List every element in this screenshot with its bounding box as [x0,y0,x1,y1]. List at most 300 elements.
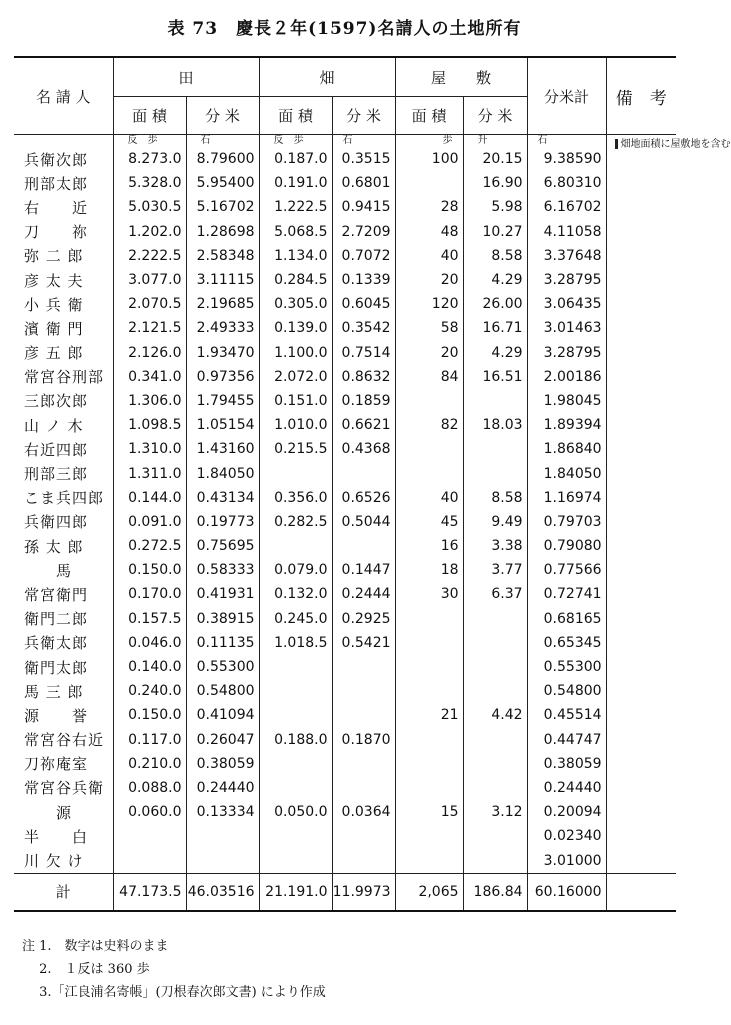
note-2: 2. １反は 360 歩 [22,962,150,977]
hatake-area: 2.072.0 [259,365,332,389]
hatake-bunmai: 0.6621 [332,413,395,437]
row-total: 2.00186 [527,365,606,389]
table-row [14,848,676,873]
header-yashiki-area: 面 積 [395,97,463,135]
row-name: 常宮谷兵衛 [24,779,105,798]
yashiki-area: 18 [395,558,463,582]
yashiki-area: 40 [395,244,463,268]
hatake-bunmai: 0.2925 [332,607,395,631]
ta-area [113,848,186,873]
table-row [14,728,676,752]
ta-bunmai [186,824,259,848]
hatake-area: 0.151.0 [259,389,332,413]
table-row [14,268,676,292]
ta-bunmai: 1.79455 [186,389,259,413]
row-name: 常宮衛門 [24,585,89,604]
header-name: 名 請 人 [14,57,113,135]
row-total: 0.45514 [527,703,606,727]
row-name: 右近四郎 [24,440,89,459]
row-name: 右 近 [24,198,89,217]
yashiki-area: 82 [395,413,463,437]
row-total: 3.28795 [527,268,606,292]
row-total: 0.55300 [527,655,606,679]
yashiki-area [395,389,463,413]
row-total: 3.28795 [527,341,606,365]
hatake-area [259,655,332,679]
table-row [14,171,676,195]
table-row [14,679,676,703]
ta-bunmai: 2.49333 [186,316,259,340]
row-name: 常宮谷刑部 [24,368,105,387]
ta-area: 1.202.0 [113,220,186,244]
row-total: 0.72741 [527,582,606,606]
yashiki-area [395,776,463,800]
hatake-bunmai: 0.3515 [332,147,395,171]
hatake-area: 0.188.0 [259,728,332,752]
row-total: 6.80310 [527,171,606,195]
table-row [14,437,676,461]
table-row [14,776,676,800]
hatake-bunmai: 0.1870 [332,728,395,752]
remark-marker [615,139,618,149]
ta-bunmai: 1.28698 [186,220,259,244]
row-name: 衛門二郎 [24,610,89,629]
unit-ta-area: 反 歩 [113,135,186,148]
totals-row [14,873,676,911]
yashiki-area [395,171,463,195]
hatake-area: 1.018.5 [259,631,332,655]
yashiki-bunmai: 16.51 [463,365,527,389]
hatake-bunmai [332,534,395,558]
yashiki-area: 20 [395,341,463,365]
row-total: 0.38059 [527,752,606,776]
yashiki-bunmai: 9.49 [463,510,527,534]
yashiki-area: 16 [395,534,463,558]
row-name: 刀祢庵室 [24,755,89,774]
hatake-area: 0.079.0 [259,558,332,582]
totals-hatake-area: 21.191.0 [259,873,332,911]
hatake-area [259,703,332,727]
yashiki-bunmai: 20.15 [463,147,527,171]
hatake-bunmai [332,679,395,703]
row-name: こま兵四郎 [24,489,105,508]
ta-bunmai: 0.11135 [186,631,259,655]
yashiki-bunmai [463,824,527,848]
row-name: 衛門太郎 [24,658,89,677]
ta-area: 0.088.0 [113,776,186,800]
hatake-area: 1.134.0 [259,244,332,268]
notes [22,935,326,1004]
hatake-area: 1.100.0 [259,341,332,365]
row-name: 刑部太郎 [24,174,89,193]
table-title: 表 73 慶長２年(1597)名請人の土地所有 [167,19,522,39]
header-ta-bunmai: 分 米 [186,97,259,135]
row-total: 6.16702 [527,195,606,219]
row-total: 3.37648 [527,244,606,268]
yashiki-area [395,655,463,679]
row-total: 1.86840 [527,437,606,461]
hatake-bunmai: 0.1859 [332,389,395,413]
yashiki-area [395,752,463,776]
yashiki-bunmai [463,655,527,679]
table-row [14,631,676,655]
row-name: 彦 太 夫 [24,271,84,290]
ta-bunmai: 8.79600 [186,147,259,171]
row-name: 刀 祢 [24,223,89,242]
hatake-bunmai: 0.1447 [332,558,395,582]
yashiki-area: 48 [395,220,463,244]
ta-area: 5.030.5 [113,195,186,219]
unit-yashiki-area: 歩 [395,135,463,148]
table-row [14,389,676,413]
hatake-area: 0.139.0 [259,316,332,340]
note-1: 注 1. 数字は史料のまま [22,939,169,954]
ta-bunmai: 0.26047 [186,728,259,752]
yashiki-bunmai: 8.58 [463,486,527,510]
yashiki-bunmai: 4.29 [463,268,527,292]
ta-bunmai: 0.55300 [186,655,259,679]
remarks-cell [606,135,731,874]
hatake-bunmai: 0.0364 [332,800,395,824]
yashiki-area [395,679,463,703]
hatake-bunmai: 0.9415 [332,195,395,219]
ta-bunmai: 0.75695 [186,534,259,558]
ta-area: 1.098.5 [113,413,186,437]
row-total: 0.65345 [527,631,606,655]
hatake-bunmai: 0.2444 [332,582,395,606]
row-total: 0.24440 [527,776,606,800]
yashiki-area: 20 [395,268,463,292]
note-3: 3.「江良浦名寄帳」(刀根春次郎文書) により作成 [22,985,326,1000]
unit-hatake-area: 反 歩 [259,135,332,148]
hatake-bunmai: 0.6045 [332,292,395,316]
hatake-bunmai: 0.7072 [332,244,395,268]
yashiki-bunmai: 26.00 [463,292,527,316]
totals-total: 60.16000 [527,873,606,911]
ta-bunmai: 1.93470 [186,341,259,365]
row-total: 1.98045 [527,389,606,413]
table-row [14,486,676,510]
ta-area: 2.121.5 [113,316,186,340]
ta-bunmai [186,848,259,873]
hatake-area: 5.068.5 [259,220,332,244]
table-row [14,510,676,534]
ta-area: 2.126.0 [113,341,186,365]
yashiki-area [395,848,463,873]
row-name: 源 [24,803,73,822]
ta-bunmai: 2.58348 [186,244,259,268]
ta-area: 0.117.0 [113,728,186,752]
yashiki-bunmai: 3.77 [463,558,527,582]
ta-bunmai: 0.58333 [186,558,259,582]
table-row [14,316,676,340]
row-total: 3.01000 [527,848,606,873]
row-name: 源 誉 [24,706,89,725]
remark-text: 畑地面積に屋敷地を含む [620,139,731,150]
ta-area: 1.306.0 [113,389,186,413]
row-total: 4.11058 [527,220,606,244]
yashiki-bunmai: 16.71 [463,316,527,340]
hatake-area: 0.284.5 [259,268,332,292]
ta-bunmai: 0.54800 [186,679,259,703]
row-total: 1.84050 [527,461,606,485]
yashiki-area [395,461,463,485]
hatake-bunmai: 0.3542 [332,316,395,340]
hatake-bunmai [332,703,395,727]
row-total: 3.06435 [527,292,606,316]
hatake-bunmai: 0.1339 [332,268,395,292]
yashiki-area [395,437,463,461]
ta-bunmai: 0.24440 [186,776,259,800]
yashiki-bunmai: 10.27 [463,220,527,244]
table-row [14,752,676,776]
row-total: 0.20094 [527,800,606,824]
hatake-area: 0.245.0 [259,607,332,631]
table-row [14,220,676,244]
row-name: 兵衛四郎 [24,513,89,532]
ta-area: 0.091.0 [113,510,186,534]
yashiki-bunmai [463,848,527,873]
table-row [14,800,676,824]
ta-bunmai: 0.13334 [186,800,259,824]
yashiki-area: 100 [395,147,463,171]
row-name: 孫 太 郎 [24,537,84,556]
ta-area [113,824,186,848]
yashiki-bunmai: 5.98 [463,195,527,219]
totals-yashiki-area: 2,065 [395,873,463,911]
yashiki-bunmai [463,679,527,703]
hatake-bunmai: 0.8632 [332,365,395,389]
totals-hatake-bunmai: 11.9973 [332,873,395,911]
header-yashiki-bunmai: 分 米 [463,97,527,135]
row-name: 川 欠 け [24,852,84,871]
row-total: 1.16974 [527,486,606,510]
ta-bunmai: 0.43134 [186,486,259,510]
row-name: 三郎次郎 [24,392,89,411]
unit-ta-bunmai: 石 [186,135,259,148]
yashiki-area [395,728,463,752]
row-total: 1.89394 [527,413,606,437]
row-name: 山 ノ 木 [24,416,84,435]
table-row [14,365,676,389]
yashiki-bunmai: 3.38 [463,534,527,558]
totals-ta-bunmai: 46.03516 [186,873,259,911]
row-total: 9.38590 [527,147,606,171]
yashiki-area: 40 [395,486,463,510]
hatake-bunmai [332,655,395,679]
ta-area: 0.046.0 [113,631,186,655]
ta-bunmai: 0.41094 [186,703,259,727]
yashiki-area [395,824,463,848]
yashiki-area: 15 [395,800,463,824]
row-name: 刑部三郎 [24,465,89,484]
yashiki-bunmai: 4.29 [463,341,527,365]
yashiki-area: 58 [395,316,463,340]
unit-total: 石 [527,135,606,148]
yashiki-bunmai: 4.42 [463,703,527,727]
row-total: 0.79703 [527,510,606,534]
hatake-bunmai [332,776,395,800]
yashiki-bunmai: 18.03 [463,413,527,437]
ta-bunmai: 5.16702 [186,195,259,219]
yashiki-bunmai [463,728,527,752]
row-total: 0.68165 [527,607,606,631]
ta-bunmai: 2.19685 [186,292,259,316]
hatake-bunmai [332,824,395,848]
hatake-area [259,679,332,703]
hatake-bunmai: 0.4368 [332,437,395,461]
ta-bunmai: 0.41931 [186,582,259,606]
hatake-area: 0.187.0 [259,147,332,171]
table-row [14,244,676,268]
ta-area: 0.272.5 [113,534,186,558]
yashiki-area: 120 [395,292,463,316]
ta-bunmai: 1.43160 [186,437,259,461]
yashiki-bunmai: 8.58 [463,244,527,268]
yashiki-bunmai [463,776,527,800]
row-name: 半 白 [24,827,89,846]
ta-area: 2.222.5 [113,244,186,268]
ta-bunmai: 0.19773 [186,510,259,534]
header-ta: 田 [113,57,259,97]
land-ownership-table [14,56,731,912]
table-row [14,703,676,727]
yashiki-bunmai [463,437,527,461]
table-row [14,582,676,606]
header-remarks: 備 考 [606,57,676,135]
row-name: 馬 三 郎 [24,682,84,701]
table-row [14,292,676,316]
yashiki-area: 84 [395,365,463,389]
hatake-bunmai [332,848,395,873]
row-name: 兵衛太郎 [24,634,89,653]
table-row [14,195,676,219]
hatake-area [259,461,332,485]
ta-area: 1.311.0 [113,461,186,485]
ta-area: 0.240.0 [113,679,186,703]
table-row [14,341,676,365]
row-name: 弥 二 郎 [24,247,84,266]
table-row [14,534,676,558]
row-name: 小 兵 衛 [24,295,84,314]
table-row [14,413,676,437]
header-total: 分米計 [527,57,606,135]
hatake-bunmai: 2.7209 [332,220,395,244]
yashiki-area [395,631,463,655]
totals-ta-area: 47.173.5 [113,873,186,911]
ta-area: 0.150.0 [113,558,186,582]
ta-area: 2.070.5 [113,292,186,316]
yashiki-area: 21 [395,703,463,727]
ta-area: 5.328.0 [113,171,186,195]
hatake-area [259,534,332,558]
row-name: 馬 [24,561,73,580]
row-name: 兵衛次郎 [24,150,89,169]
row-name: 濱 衛 門 [24,319,84,338]
hatake-bunmai [332,461,395,485]
yashiki-area: 28 [395,195,463,219]
yashiki-bunmai [463,631,527,655]
yashiki-bunmai [463,752,527,776]
table-row [14,147,676,171]
hatake-area [259,824,332,848]
table-row [14,607,676,631]
row-name: 彦 五 郎 [24,344,84,363]
hatake-area: 1.222.5 [259,195,332,219]
hatake-bunmai: 0.7514 [332,341,395,365]
ta-area: 0.170.0 [113,582,186,606]
yashiki-bunmai [463,607,527,631]
yashiki-area [395,607,463,631]
ta-bunmai: 0.97356 [186,365,259,389]
ta-area: 1.310.0 [113,437,186,461]
yashiki-area: 30 [395,582,463,606]
hatake-area: 1.010.0 [259,413,332,437]
header-ta-area: 面 積 [113,97,186,135]
ta-area: 0.210.0 [113,752,186,776]
hatake-area: 0.305.0 [259,292,332,316]
hatake-area [259,776,332,800]
ta-bunmai: 3.11115 [186,268,259,292]
totals-yashiki-bunmai: 186.84 [463,873,527,911]
ta-bunmai: 0.38915 [186,607,259,631]
ta-area: 0.341.0 [113,365,186,389]
ta-area: 0.060.0 [113,800,186,824]
table-row [14,824,676,848]
hatake-area: 0.282.5 [259,510,332,534]
row-total: 0.79080 [527,534,606,558]
table-row [14,558,676,582]
hatake-bunmai: 0.6801 [332,171,395,195]
ta-area: 0.157.5 [113,607,186,631]
header-yashiki: 屋 敷 [395,57,527,97]
row-total: 3.01463 [527,316,606,340]
row-total: 0.02340 [527,824,606,848]
yashiki-bunmai [463,461,527,485]
totals-label: 計 [14,873,113,911]
hatake-area: 0.191.0 [259,171,332,195]
header-hatake-bunmai: 分 米 [332,97,395,135]
yashiki-bunmai: 3.12 [463,800,527,824]
ta-area: 0.150.0 [113,703,186,727]
hatake-area: 0.132.0 [259,582,332,606]
yashiki-area: 45 [395,510,463,534]
ta-bunmai: 5.95400 [186,171,259,195]
unit-yashiki-bunmai: 升 [463,135,527,148]
table-row [14,655,676,679]
hatake-area [259,752,332,776]
ta-area: 0.144.0 [113,486,186,510]
header-hatake-area: 面 積 [259,97,332,135]
ta-area: 0.140.0 [113,655,186,679]
row-name: 常宮谷右近 [24,731,105,750]
hatake-area [259,848,332,873]
table-row [14,461,676,485]
hatake-area: 0.356.0 [259,486,332,510]
ta-bunmai: 1.84050 [186,461,259,485]
yashiki-bunmai [463,389,527,413]
ta-bunmai: 1.05154 [186,413,259,437]
hatake-bunmai: 0.5044 [332,510,395,534]
header-hatake: 畑 [259,57,395,97]
ta-bunmai: 0.38059 [186,752,259,776]
hatake-area: 0.215.5 [259,437,332,461]
hatake-bunmai [332,752,395,776]
yashiki-bunmai: 16.90 [463,171,527,195]
row-total: 0.54800 [527,679,606,703]
ta-area: 8.273.0 [113,147,186,171]
row-total: 0.77566 [527,558,606,582]
